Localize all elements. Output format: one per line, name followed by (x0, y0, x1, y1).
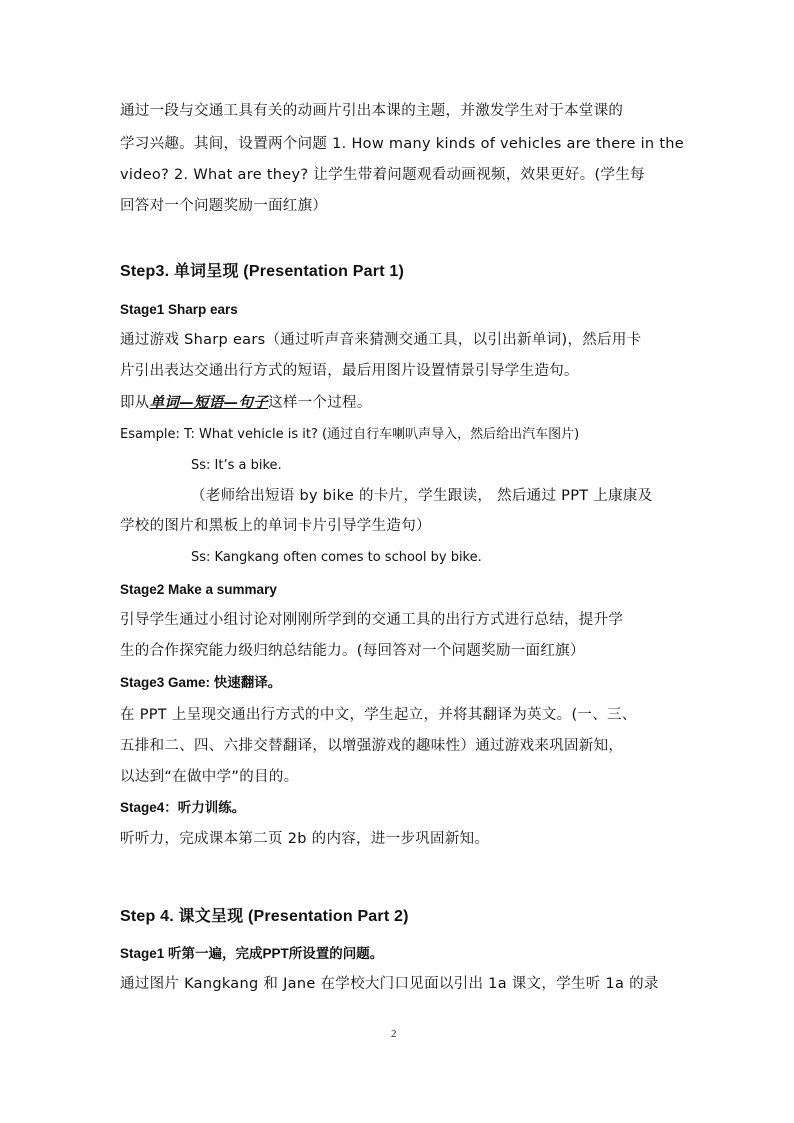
step3-stage2-heading: Stage2 Make a summary (120, 582, 277, 597)
intro-line-3: video? 2. What are they? 让学生带着问题观看动画视频，效果更好。(学生每 (120, 167, 645, 183)
step3-stage1-teacher-note-2: 学校的图片和黑板上的单词卡片引导学生造句） (120, 518, 431, 534)
step3-stage1-line-1: 通过游戏 Sharp ears（通过听声音来猜测交通工具，以引出新单词)，然后用卡 (120, 332, 642, 348)
process-suffix: 这样一个过程。 (268, 395, 372, 411)
step3-stage3-heading: Stage3 Game: 快速翻译。 (120, 675, 282, 690)
step3-stage2-line-1: 引导学生通过小组讨论对刚刚所学到的交通工具的出行方式进行总结，提升学 (120, 612, 624, 628)
process-prefix: 即从 (120, 395, 150, 411)
process-emphasis: 单词—短语—句子 (149, 395, 269, 411)
step3-stage4-heading: Stage4：听力训练。 (120, 800, 246, 815)
step3-stage1-process-line (120, 393, 372, 413)
step3-stage1-example: Esample: T: What vehicle is it? (通过自行车喇叭声导入，然后给出汽车图片) (120, 427, 580, 442)
step3-heading: Step3. 单词呈现 (Presentation Part 1) (120, 263, 404, 280)
step3-stage1-ss2: Ss: Kangkang often comes to school by bike. (191, 550, 482, 565)
page-number: 2 (391, 1028, 397, 1040)
step3-stage3-line-1: 在 PPT 上呈现交通出行方式的中文，学生起立，并将其翻译为英文。(一、三、 (120, 707, 637, 723)
step4-stage1-heading: Stage1 听第一遍，完成PPT所设置的问题。 (120, 946, 384, 961)
intro-line-4: 回答对一个问题奖励一面红旗） (120, 198, 328, 214)
step3-stage4-line-1: 听听力，完成课本第二页 2b 的内容，进一步巩固新知。 (120, 831, 490, 847)
step4-heading: Step 4. 课文呈现 (Presentation Part 2) (120, 908, 409, 925)
step3-stage1-heading: Stage1 Sharp ears (120, 302, 238, 317)
step3-stage3-line-3: 以达到“在做中学”的目的。 (120, 769, 299, 785)
step3-stage3-line-2: 五排和二、四、六排交替翻译，以增强游戏的趣味性）通过游戏来巩固新知， (120, 738, 624, 754)
intro-line-1: 通过一段与交通工具有关的动画片引出本课的主题，并激发学生对于本堂课的 (120, 103, 624, 119)
step4-stage1-line-1: 通过图片 Kangkang 和 Jane 在学校大门口见面以引出 1a 课文，学生听 1a 的录 (120, 976, 659, 992)
step3-stage1-teacher-note-1: （老师给出短语 by bike 的卡片，学生跟读， 然后通过 PPT 上康康及 (191, 488, 653, 504)
step3-stage1-line-2: 片引出表达交通出行方式的短语，最后用图片设置情景引导学生造句。 (120, 363, 579, 379)
step3-stage2-line-2: 生的合作探究能力级归纳总结能力。(每回答对一个问题奖励一面红旗） (120, 643, 585, 659)
intro-line-2: 学习兴趣。其间，设置两个问题 1. How many kinds of vehicles are there in the (120, 136, 685, 152)
step3-stage1-ss1: Ss: It’s a bike. (191, 458, 282, 473)
